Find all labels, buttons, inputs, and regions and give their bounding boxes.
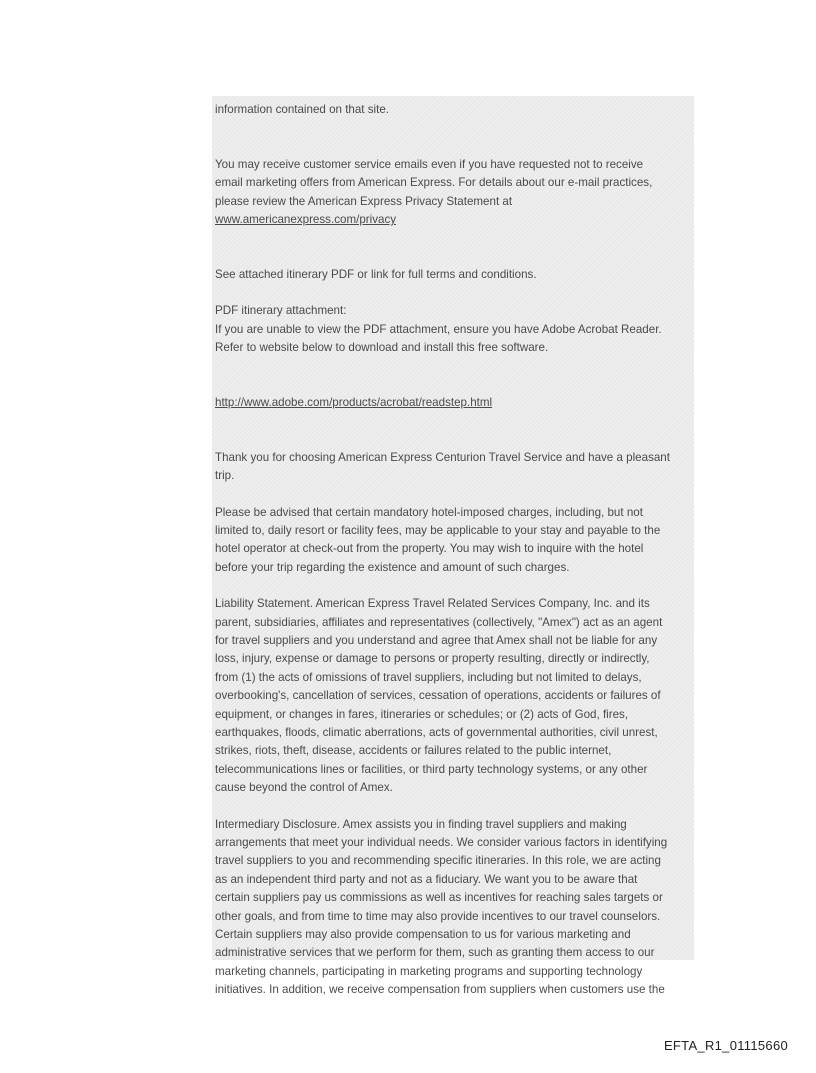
privacy-notice-text: You may receive customer service emails even if you have requested not to receive email marketing offers from American Express. For details about our e-mail practices, please review the American Express Privacy Statement at: [215, 157, 653, 208]
adobe-reader-link[interactable]: http://www.adobe.com/products/acrobat/readstep.html: [215, 395, 493, 409]
liability-statement-text: Liability Statement. American Express Travel Related Services Company, Inc. and its parent, subsidiaries, affiliates and representatives (collectively, "Amex") act as an agent for travel suppliers and you understand and agree that Amex shall not be liable for any loss, injury, expense or damage to persons or property resulting, directly or indirectly, from (1) the acts of omissions of travel suppliers, including but not limited to delays, overbooking's, cancellation of services, cessation of operations, accidents or failures of equipment, or changes in fares, itineraries or schedules; or (2) acts of God, fires, earthquakes, floods, climatic aberrations, acts of governmental authorities, civil unrest, strikes, riots, theft, disease, accidents or failures related to the public internet, telecommunications lines or facilities, or third party technology systems, or any other cause beyond the control of Amex.: [215, 597, 663, 795]
document-body: [212, 96, 694, 997]
thank-you-text: Thank you for choosing American Express Centurion Travel Service and have a pleasant trip.: [215, 450, 670, 483]
pdf-instructions-text: PDF itinerary attachment: If you are unable to view the PDF attachment, ensure you have Adobe Acrobat Reader. Refer to website below to download and install this free software.: [215, 304, 662, 355]
document-id-label: EFTA_R1_01115660: [663, 1038, 788, 1053]
intro-tail-text: information contained on that site.: [215, 103, 390, 116]
privacy-notice: [215, 137, 694, 247]
adobe-download: [215, 375, 694, 430]
itinerary-terms-text: See attached itinerary PDF or link for full terms and conditions.: [215, 267, 537, 281]
hotel-charges-text: Please be advised that certain mandatory hotel-imposed charges, including, but not limited to, daily resort or facility fees, may be applicable to your stay and payable to the hotel operator at check-out from the property. You may wish to inquire with the hotel before your trip regarding the existence and amount of such charges.: [215, 505, 661, 574]
intermediary-disclosure-text: Intermediary Disclosure. Amex assists you in finding travel suppliers and making arrangements that meet your individual needs. We consider various factors in identifying travel suppliers to you and recommending specific itineraries. In this role, we are acting as an independent third party and not as a fiduciary. We want you to be aware that certain suppliers pay us commissions as well as incentives for reaching sales targets or other goals, and from time to time may also provide incentives to our travel counselors. Certain suppliers may also provide compensation to us for various marketing and administrative services that we perform for them, such as granting them access to our marketing channels, participating in marketing programs and supporting technology initiatives. In addition, we receive compensation from suppliers when customers use the: [215, 817, 668, 997]
privacy-statement-link[interactable]: www.americanexpress.com/privacy: [215, 213, 397, 227]
